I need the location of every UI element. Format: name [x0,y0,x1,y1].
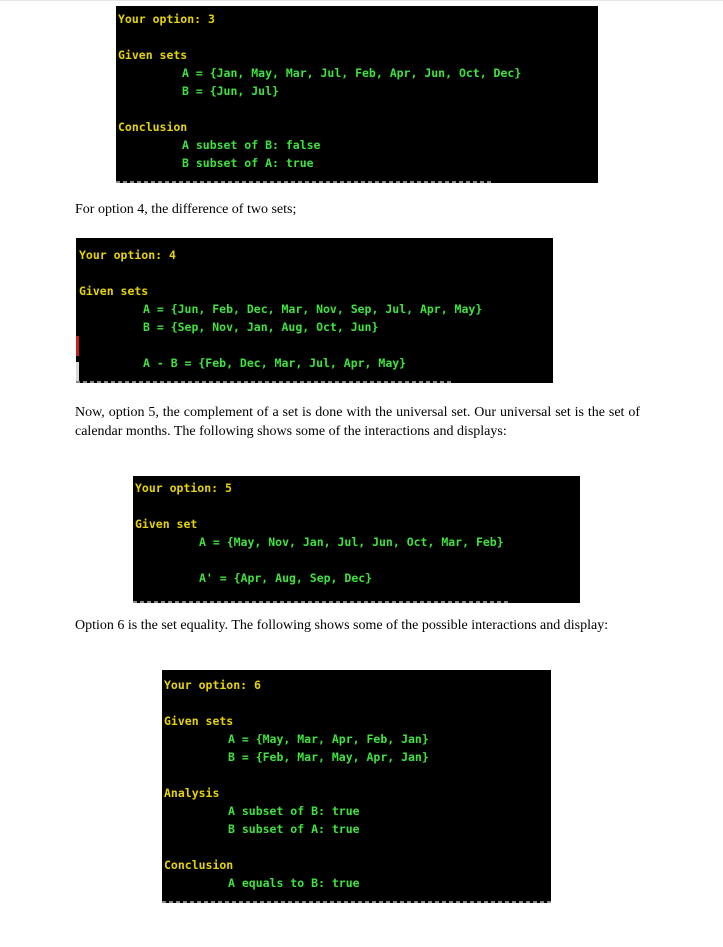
set-a-line: A = {May, Nov, Jan, Jul, Jun, Oct, Mar, Feb} [199,535,504,549]
set-b-line: B = {Sep, Nov, Jan, Aug, Oct, Jun} [143,320,379,334]
separator-dashes [133,601,511,603]
terminal-option-3 [116,6,598,183]
prompt-line: Your option: 5 [135,481,232,495]
given-sets-heading: Given sets [118,48,188,62]
set-b-line: B = {Jun, Jul} [182,84,279,98]
given-sets-heading: Given sets [164,714,234,728]
analysis-line: A subset of B: true [228,804,360,818]
set-a-line: A = {Jan, May, Mar, Jul, Feb, Apr, Jun, Oct, Dec} [182,66,522,80]
paragraph-option-5: Now, option 5, the complement of a set is done with the universal set. Our universal set is the set of calendar months. The following shows some of the interactions and displays: [75,405,640,440]
terminal-option-6 [162,670,551,903]
difference-result-line: A - B = {Feb, Dec, Mar, Jul, Apr, May} [143,356,407,370]
set-a-line: A = {Jun, Feb, Dec, Mar, Nov, Sep, Jul, Apr, May} [143,302,483,316]
set-b-line: B = {Feb, Mar, May, Apr, Jan} [228,750,429,764]
terminal-option-5 [133,476,580,603]
separator-dashes [116,181,494,183]
prompt-line: Your option: 4 [79,248,176,262]
prompt-line: Your option: 6 [164,678,261,692]
separator-dashes [162,901,551,903]
edge-bar [76,362,79,383]
set-a-line: A = {May, Mar, Apr, Feb, Jan} [228,732,429,746]
complement-result-line: A' = {Apr, Aug, Sep, Dec} [199,571,373,585]
result-line: B subset of A: true [182,156,314,170]
conclusion-heading: Conclusion [118,120,188,134]
analysis-line: B subset of A: true [228,822,360,836]
paragraph-option-4: For option 4, the difference of two sets; [75,202,297,217]
conclusion-heading: Conclusion [164,858,234,872]
paragraph-option-6: Option 6 is the set equality. The following shows some of the possible interactions and display: [75,618,609,633]
analysis-heading: Analysis [164,786,220,800]
separator-dashes [76,381,454,383]
given-set-heading: Given set [135,517,198,531]
given-sets-heading: Given sets [79,284,149,298]
prompt-line: Your option: 3 [118,12,215,26]
conclusion-line: A equals to B: true [228,876,360,890]
edge-marker [76,336,79,356]
result-line: A subset of B: false [182,138,321,152]
terminal-option-4 [76,238,553,383]
page-top-rule [0,0,723,1]
